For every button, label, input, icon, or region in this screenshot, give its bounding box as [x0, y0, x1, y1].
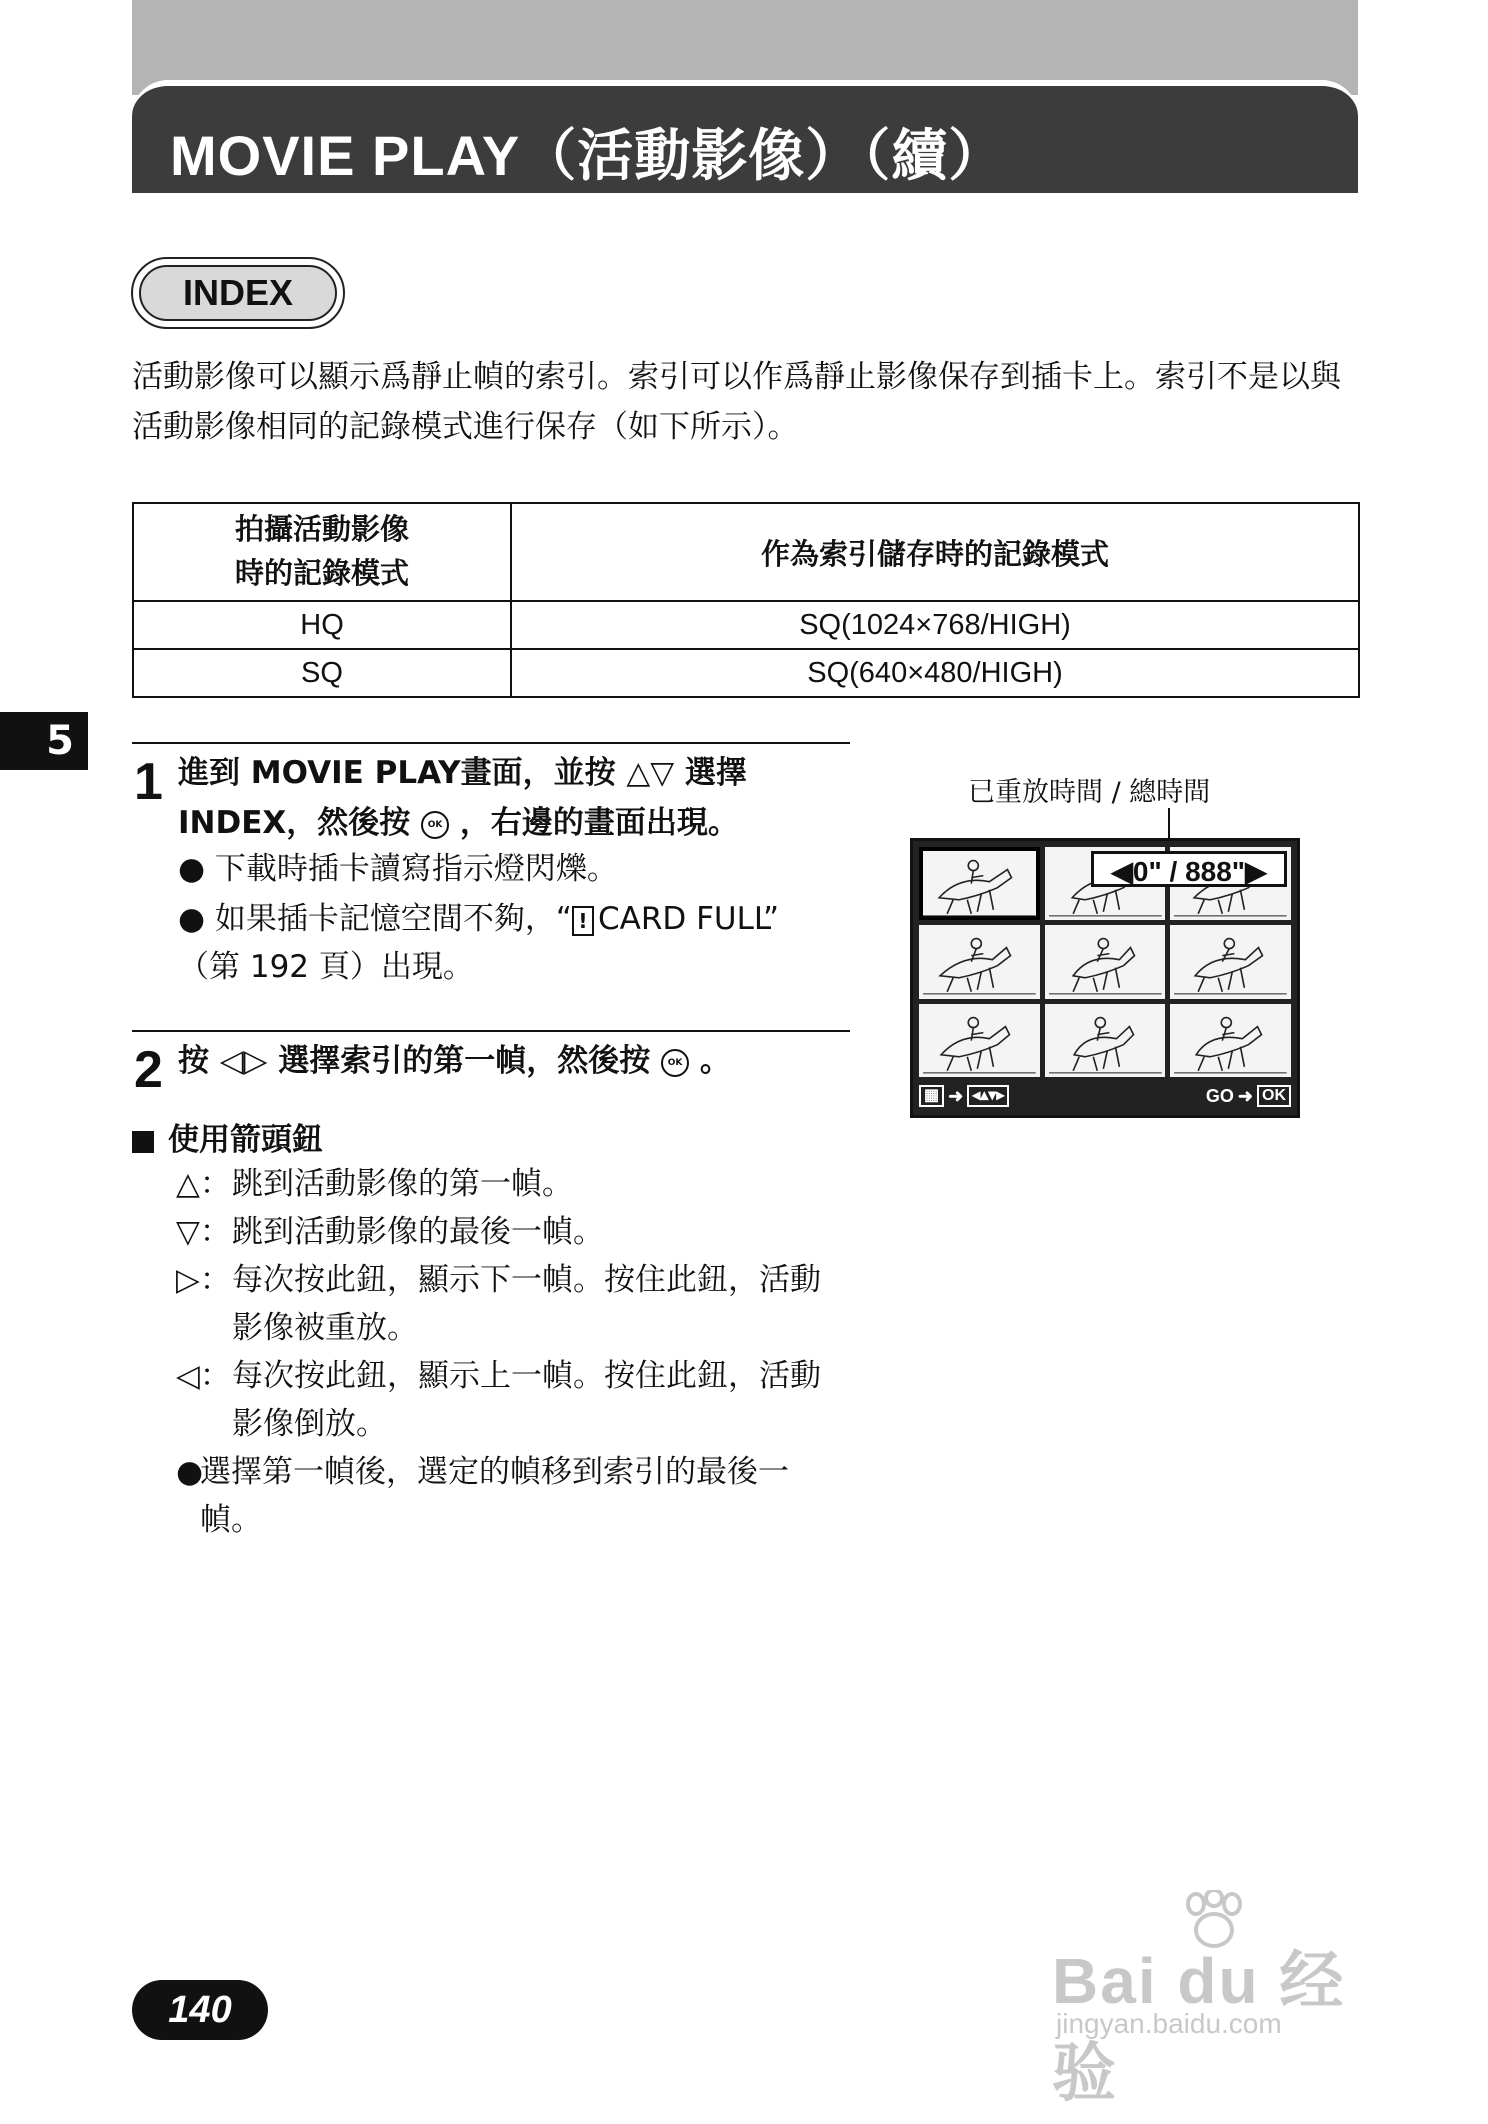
list-item-text: 每次按此鈕，顯示上一幀。按住此鈕，活動影像倒放。	[232, 1358, 821, 1442]
ok-label: OK	[1257, 1085, 1291, 1107]
horse-rider-sketch-icon	[919, 925, 1040, 998]
index-grid-icon: ▦	[919, 1085, 944, 1107]
step1-line2-text: INDEX，然後按	[178, 805, 411, 841]
step1-bullet: ● 下載時插卡讀寫指示燈閃爍。	[178, 851, 618, 887]
screen-caption: 已重放時間 / 總時間	[968, 777, 1211, 808]
horse-rider-sketch-icon	[1045, 925, 1166, 998]
movie-frame-thumbnail[interactable]	[1045, 925, 1166, 998]
watermark-url: jingyan.baidu.com	[1056, 2008, 1282, 2039]
watermark-logo	[1052, 1890, 1402, 2109]
chapter-tab: 5	[0, 712, 88, 770]
horse-rider-sketch-icon	[919, 847, 1040, 920]
list-item	[176, 1448, 836, 1544]
table-cell: SQ(1024×768/HIGH)	[511, 601, 1359, 649]
dpad-icon: ◂▴▾▸	[967, 1085, 1009, 1107]
table-row	[133, 649, 1359, 697]
table-row	[133, 601, 1359, 649]
list-item-text: 每次按此鈕，顯示下一幀。按住此鈕，活動影像被重放。	[232, 1262, 821, 1346]
horse-rider-sketch-icon	[1170, 1004, 1291, 1077]
table-header-row	[133, 503, 1359, 601]
go-ok-indicator	[1206, 1085, 1291, 1107]
table-cell: HQ	[133, 601, 511, 649]
step-number: 2	[134, 1041, 163, 1099]
movie-frame-thumbnail[interactable]	[1045, 1004, 1166, 1077]
up-arrow-icon: △：	[176, 1166, 231, 1202]
arrow-right-icon: ➜	[1237, 1085, 1253, 1106]
step1-bullet-continued: （第 192 頁）出現。	[178, 949, 474, 985]
left-arrow-icon: ◁：	[176, 1358, 231, 1394]
step-divider	[132, 1030, 850, 1032]
step2-text-a: 按 ◁▷ 選擇索引的第一幀，然後按	[178, 1043, 651, 1079]
watermark-brand: Bai du 经验	[1052, 1945, 1346, 2109]
list-item-text: 跳到活動影像的第一幀。	[232, 1166, 573, 1202]
list-item-text: 選擇第一幀後，選定的幀移到索引的最後一幀。	[200, 1454, 789, 1538]
table-cell: SQ	[133, 649, 511, 697]
horse-rider-sketch-icon	[1170, 925, 1291, 998]
right-arrow-icon: ▷：	[176, 1262, 231, 1298]
horse-rider-sketch-icon	[1045, 1004, 1166, 1077]
list-item	[176, 1208, 836, 1256]
screen-status-bar	[919, 1083, 1291, 1109]
movie-frame-thumbnail[interactable]	[919, 847, 1040, 920]
card-warning-icon: !	[572, 906, 594, 936]
index-nav-icon	[919, 1085, 1009, 1107]
step2-text	[178, 1036, 731, 1086]
step-number: 1	[134, 753, 163, 811]
step1-bullet	[178, 896, 779, 942]
card-full-text: CARD FULL”	[597, 901, 780, 937]
bullet-text: ● 如果插卡記憶空間不夠，“	[178, 901, 572, 937]
time-display: ◀0" / 888"▶	[1091, 851, 1287, 887]
arrow-section-heading	[132, 1114, 323, 1159]
step1-line1: 進到 MOVIE PLAY畫面，並按 △▽ 選擇	[178, 755, 747, 791]
ok-button-icon: OK	[661, 1049, 689, 1077]
step-divider	[132, 742, 850, 744]
arrow-right-icon: ➜	[948, 1085, 964, 1106]
camera-lcd-screen	[910, 838, 1300, 1118]
table-header-cell: 作為索引儲存時的記錄模式	[511, 503, 1359, 601]
down-arrow-icon: ▽：	[176, 1214, 231, 1250]
table-header-cell: 拍攝活動影像 時的記錄模式	[133, 503, 511, 601]
bullet-icon: ●	[176, 1454, 204, 1490]
page-number: 140	[132, 1980, 268, 2040]
step1-line2-text-b: ，右邊的畫面出現。	[459, 805, 739, 841]
list-item	[176, 1256, 836, 1352]
recording-mode-table	[132, 502, 1360, 698]
section-label-pill	[131, 257, 345, 329]
list-item-text: 跳到活動影像的最後一幀。	[232, 1214, 604, 1250]
section-label: INDEX	[139, 265, 337, 321]
table-cell: SQ(640×480/HIGH)	[511, 649, 1359, 697]
movie-frame-thumbnail[interactable]	[1170, 925, 1291, 998]
movie-frame-thumbnail[interactable]	[919, 925, 1040, 998]
arrow-heading-text: 使用箭頭鈕	[168, 1122, 323, 1158]
step2-text-b: 。	[699, 1043, 731, 1079]
arrow-button-list	[176, 1160, 836, 1544]
go-label: GO	[1205, 1085, 1234, 1106]
list-item	[176, 1352, 836, 1448]
square-bullet-icon	[132, 1131, 154, 1153]
ok-button-icon: OK	[421, 811, 449, 839]
movie-frame-thumbnail[interactable]	[919, 1004, 1040, 1077]
list-item	[176, 1160, 836, 1208]
movie-frame-thumbnail[interactable]	[1170, 1004, 1291, 1077]
horse-rider-sketch-icon	[919, 1004, 1040, 1077]
page-title: MOVIE PLAY（活動影像）（續）	[170, 124, 1006, 187]
intro-paragraph: 活動影像可以顯示爲靜止幀的索引。索引可以作爲靜止影像保存到插卡上。索引不是以與活動影像相同的記錄模式進行保存（如下所示）。	[132, 359, 1341, 445]
step1-line2	[178, 798, 739, 848]
